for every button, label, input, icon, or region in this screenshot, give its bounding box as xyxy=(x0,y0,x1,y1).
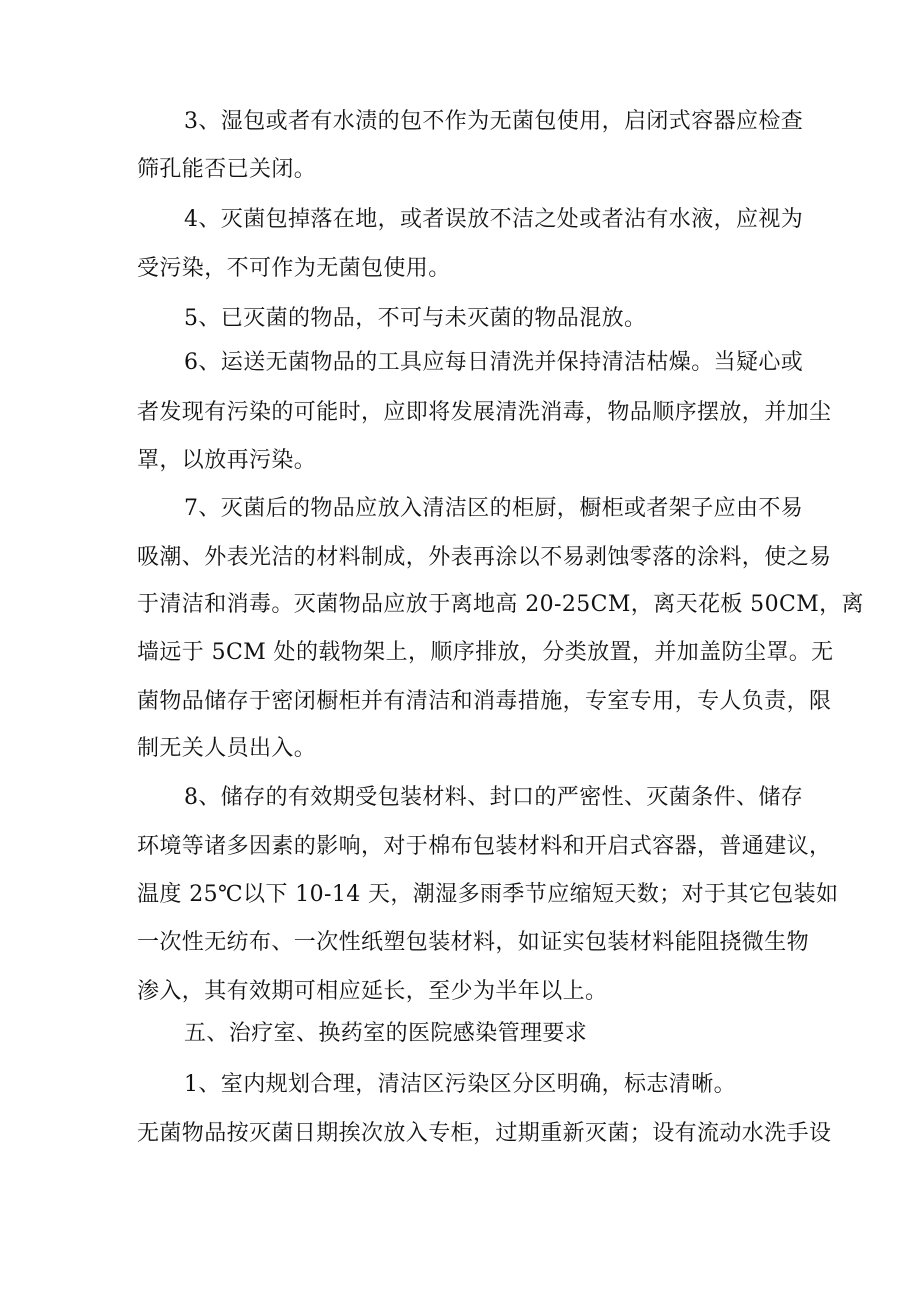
paragraph-line: 者发现有污染的可能时，应即将发展清洗消毒，物品顺序摆放，并加尘 xyxy=(137,400,832,425)
paragraph-line: 3、湿包或者有水渍的包不作为无菌包使用，启闭式容器应检查 xyxy=(184,109,804,134)
paragraph-line: 无菌物品按灭菌日期挨次放入专柜，过期重新灭菌；设有流动水洗手设 xyxy=(137,1121,832,1146)
paragraph-line: 5、已灭菌的物品，不可与未灭菌的物品混放。 xyxy=(184,306,647,331)
paragraph-line: 吸潮、外表光洁的材料制成，外表再涂以不易剥蚀零落的涂料，使之易 xyxy=(137,545,832,570)
paragraph-line: 8、储存的有效期受包装材料、封口的严密性、灭菌条件、储存 xyxy=(184,785,804,810)
paragraph-line: 罩，以放再污染。 xyxy=(137,448,317,473)
paragraph-line: 菌物品储存于密闭橱柜并有清洁和消毒措施，专室专用，专人负责，限 xyxy=(137,689,832,714)
paragraph-line: 渗入，其有效期可相应延长，至少为半年以上。 xyxy=(137,979,608,1004)
section-heading: 五、治疗室、换药室的医院感染管理要求 xyxy=(184,1021,588,1046)
paragraph-line: 7、灭菌后的物品应放入清洁区的柜厨，橱柜或者架子应由不易 xyxy=(184,496,804,521)
paragraph-line: 筛孔能否已关闭。 xyxy=(137,157,317,182)
paragraph-line: 环境等诸多因素的影响，对于棉布包装材料和开启式容器，普通建议， xyxy=(137,834,832,859)
paragraph-line: 4、灭菌包掉落在地，或者误放不洁之处或者沾有水液，应视为 xyxy=(184,207,804,232)
paragraph-line: 制无关人员出入。 xyxy=(137,736,317,761)
paragraph-line: 一次性无纺布、一次性纸塑包装材料，如证实包装材料能阻挠微生物 xyxy=(137,930,810,955)
paragraph-line: 墙远于 5CM 处的载物架上，顺序排放，分类放置，并加盖防尘罩。无 xyxy=(137,640,834,665)
paragraph-line: 6、运送无菌物品的工具应每日清洗并保持清洁枯燥。当疑心或 xyxy=(184,350,804,375)
paragraph-line: 于清洁和消毒。灭菌物品应放于离地高 20-25CM，离天花板 50CM，离 xyxy=(137,592,864,617)
paragraph-line: 受污染，不可作为无菌包使用。 xyxy=(137,256,451,281)
paragraph-line: 1、室内规划合理，清洁区污染区分区明确，标志清晰。 xyxy=(184,1072,736,1097)
paragraph-line: 温度 25℃以下 10-14 天，潮湿多雨季节应缩短天数；对于其它包装如 xyxy=(137,882,839,907)
